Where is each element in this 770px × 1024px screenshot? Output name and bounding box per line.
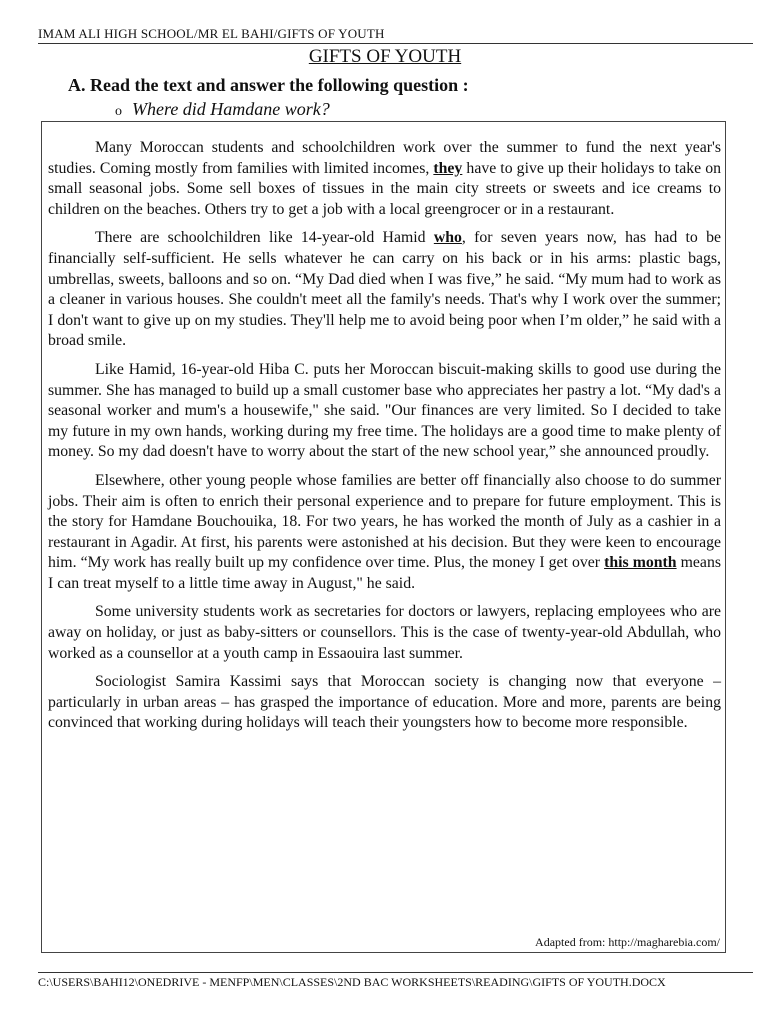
question bbox=[115, 99, 330, 120]
source-citation: Adapted from: http://magharebia.com/ bbox=[535, 935, 720, 949]
file-path-footer: C:\USERS\BAHI12\ONEDRIVE - MENFP\MEN\CLASSES\2ND BAC WORKSHEETS\READING\GIFTS OF YOUTH.DOCX bbox=[38, 972, 753, 989]
paragraph-4: Elsewhere, other young people whose families are better off financially also choose to do summer jobs. Their aim is often to enrich their personal experience and to prepare for future employment. This is the story for Hamdane Bouchouika, 18. For two years, he has worked the month of July as a cashier in a restaurant in Agadir. At first, his parents were astonished at his decision. But they were keen to encourage him. “My work has really built up my confidence over time. Plus, the money I get over this month means I can treat myself to a little time away in August," he said. bbox=[48, 471, 721, 592]
paragraph-1: Many Moroccan students and schoolchildren work over the summer to fund the next year's studies. Coming mostly from families with limited incomes, they have to give up their holidays to take on small seasonal jobs. Some sell boxes of tissues in the main city streets or sweets and ice creams to children on the beaches. Others try to get a job with a local greengrocer or in a restaurant. bbox=[48, 139, 721, 218]
paragraph-3: Like Hamid, 16-year-old Hiba C. puts her Moroccan biscuit-making skills to good use during the summer. She has managed to build up a small customer base who appreciates her pastry a lot. “My dad's a seasonal worker and mum's a housewife," she said. "Our finances are very limited. So I decided to take my future in my own hands, working during my free time. The holidays are a good time to make plenty of money. So my dad doesn't have to worry about the start of the new school year,” she announced proudly. bbox=[48, 360, 721, 461]
task-number: A. bbox=[68, 75, 86, 95]
reference-word-who: who bbox=[433, 229, 462, 247]
bullet-icon: o bbox=[115, 104, 122, 119]
reference-word-they: they bbox=[433, 159, 463, 177]
task-instruction bbox=[68, 75, 469, 96]
question-text: Where did Hamdane work? bbox=[132, 99, 330, 119]
page-title: GIFTS OF YOUTH bbox=[308, 46, 462, 67]
paragraph-6: Sociologist Samira Kassimi says that Moroccan society is changing now that everyone – particularly in urban areas – has grasped the importance of education. More and more, parents are being convinced that working during holidays will teach their youngsters how to become more responsible. bbox=[48, 673, 721, 732]
page-header: IMAM ALI HIGH SCHOOL/MR EL BAHI/GIFTS OF YOUTH bbox=[38, 26, 753, 44]
task-text: Read the text and answer the following question : bbox=[90, 75, 469, 95]
reading-passage bbox=[48, 138, 721, 742]
paragraph-2: There are schoolchildren like 14-year-old Hamid who, for seven years now, has had to be financially self-sufficient. He sells whatever he can carry on his back or in his arms: plastic bags, umbrellas, sweets, balloons and so on. “My Dad died when I was five,” he said. “My mum had to work as a cleaner in various houses. She couldn't meet all the family's needs. That's why I work over the summer; I don't want to give up on my studies. They'll help me to avoid being poor when I’m older,” he said with a broad smile. bbox=[48, 229, 721, 350]
reference-word-this-month: this month bbox=[604, 554, 677, 572]
paragraph-5: Some university students work as secretaries for doctors or lawyers, replacing employees who are away on holiday, or just as baby-sitters or counsellors. This is the case of twenty-year-old Abdullah, who worked as a counsellor at a youth camp in Essaouira last summer. bbox=[48, 603, 721, 662]
